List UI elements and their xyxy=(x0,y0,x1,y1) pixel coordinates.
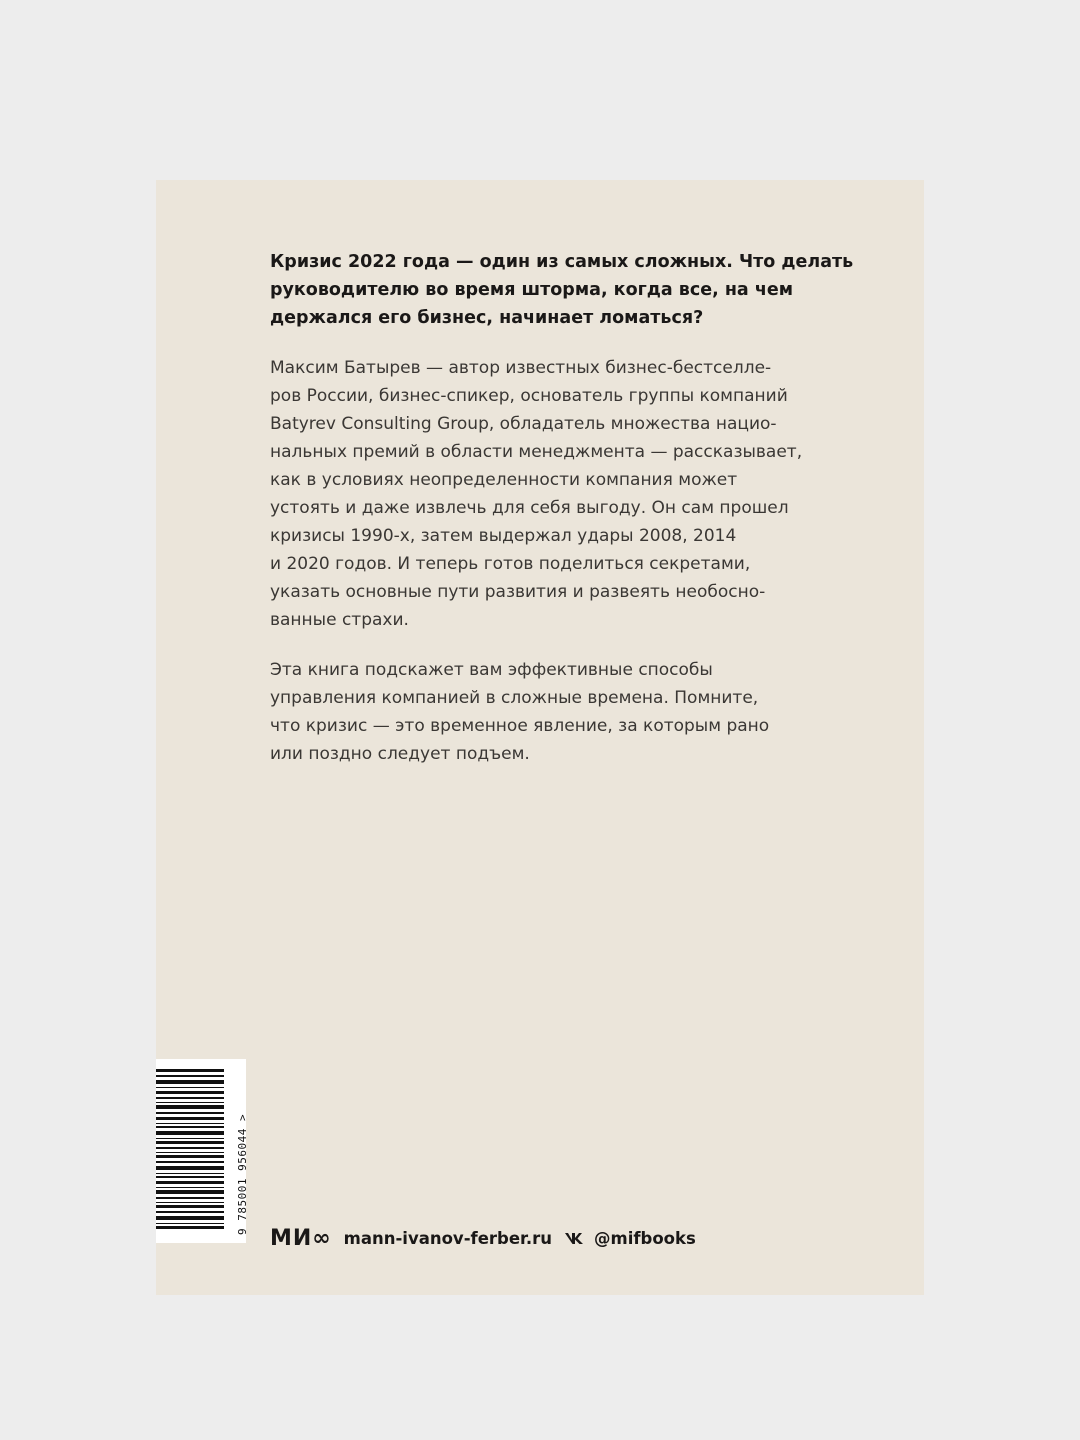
paragraph-line: ванные страхи. xyxy=(270,610,409,630)
isbn-barcode xyxy=(156,1059,249,1243)
vk-icon[interactable] xyxy=(564,1231,584,1245)
lead-line: держался его бизнес, начинает ломаться? xyxy=(270,308,704,328)
lead-line: руководителю во время шторма, когда все, на чем xyxy=(270,280,794,300)
author-paragraph xyxy=(270,354,803,634)
paragraph-line: как в условиях неопределенности компания может xyxy=(270,470,738,490)
isbn-digits: 9 785001 956044 > xyxy=(236,1113,249,1235)
social-handle[interactable]: @mifbooks xyxy=(594,1228,696,1248)
barcode-bars xyxy=(156,1059,246,1243)
paragraph-line: и 2020 годов. И теперь готов поделиться секретами, xyxy=(270,554,751,574)
paragraph-line: Максим Батырев — автор известных бизнес-бестселле- xyxy=(270,358,772,378)
publisher-footer xyxy=(270,1224,696,1252)
paragraph-line: ров России, бизнес-спикер, основатель группы компаний xyxy=(270,386,788,406)
paragraph-line: Batyrev Consulting Group, обладатель множества нацио- xyxy=(270,414,777,434)
paragraph-line: кризисы 1990-х, затем выдержал удары 2008, 2014 xyxy=(270,526,737,546)
paragraph-line: устоять и даже извлечь для себя выгоду. Он сам прошел xyxy=(270,498,789,518)
publisher-logo: МИ∞ xyxy=(270,1225,332,1251)
paragraph-line: указать основные пути развития и развеять необосно- xyxy=(270,582,766,602)
paragraph-line: Эта книга подскажет вам эффективные способы xyxy=(270,660,713,680)
annotation-text xyxy=(270,248,854,790)
lead-line: Кризис 2022 года — один из самых сложных. Что делать xyxy=(270,252,854,272)
paragraph-line: или поздно следует подъем. xyxy=(270,744,530,764)
book-back-cover xyxy=(156,180,924,1295)
paragraph-line: управления компанией в сложные времена. Помните, xyxy=(270,688,759,708)
book-paragraph xyxy=(270,656,790,768)
lead-paragraph xyxy=(270,248,854,332)
paragraph-line: нальных премий в области менеджмента — рассказывает, xyxy=(270,442,803,462)
paragraph-line: что кризис — это временное явление, за которым рано xyxy=(270,716,770,736)
website-link[interactable]: mann-ivanov-ferber.ru xyxy=(343,1228,552,1248)
